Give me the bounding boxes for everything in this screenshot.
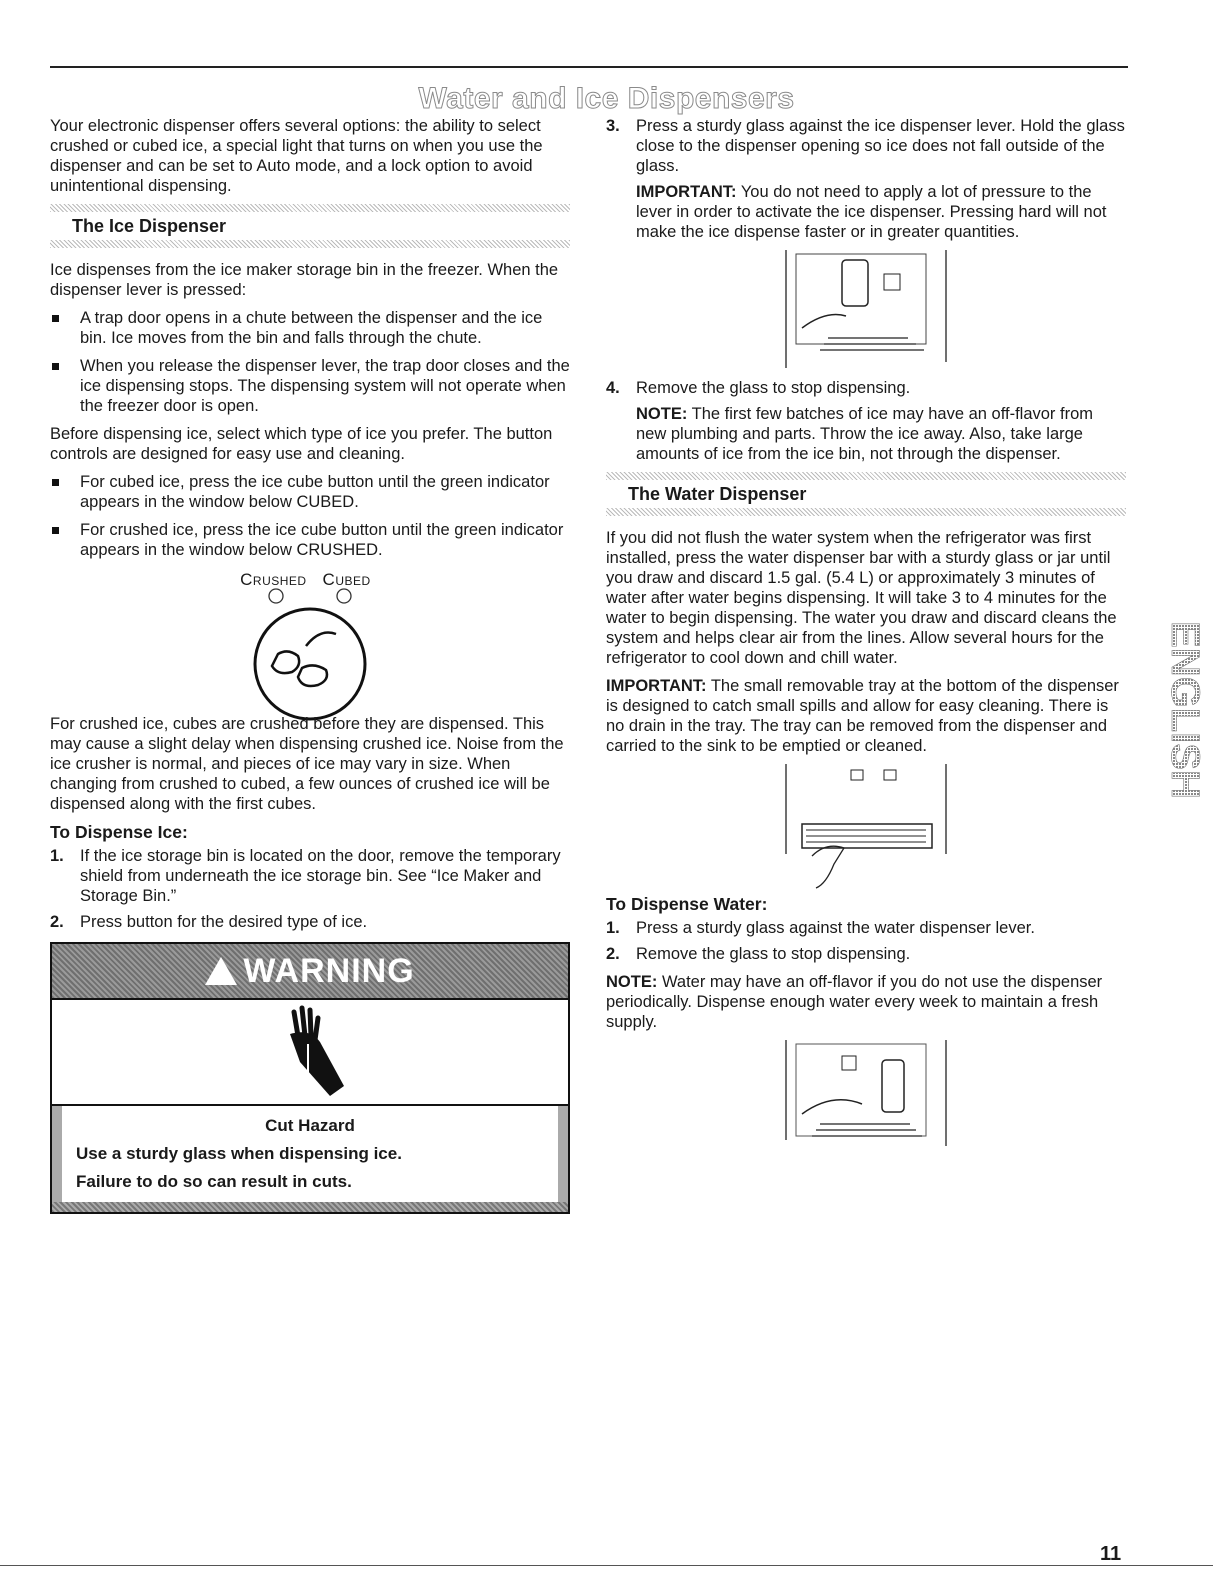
ice-dispenser-section-header xyxy=(50,204,570,248)
removable-tray-figure xyxy=(606,764,1126,890)
ice-cube-button-icon xyxy=(255,609,365,719)
warning-label: WARNING xyxy=(243,952,415,990)
water-flush-paragraph: If you did not flush the water system when the refrigerator was first installed, press the water dispenser bar with a sturdy glass or jar until you draw and discard 1.5 gal. (5.4 L) or approximately 3 minutes of water after water begins dispensing. It will take 3 to 4 minutes for the water to begin dispensing. The water you draw and discard cleans the system and helps clear air from the lines. Allow several hours for the refrigerator to cool down and chill water. xyxy=(606,529,1117,667)
list-item: When you release the dispenser lever, the trap door closes and the ice dispensing stops. The dispensing system will not operate when the freezer door is open. xyxy=(50,356,570,416)
warning-triangle-icon xyxy=(205,957,237,985)
list-item: 3. Press a sturdy glass against the ice dispenser lever. Hold the glass close to the dispenser opening so ice does not fall outside of the glass. xyxy=(606,117,1125,175)
list-item: 1. Press a sturdy glass against the water dispenser lever. xyxy=(606,919,1035,937)
warning-text xyxy=(52,1106,568,1202)
dispense-water-heading: To Dispense Water: xyxy=(606,894,768,914)
right-column xyxy=(606,116,1126,1158)
intro-paragraph: Your electronic dispenser offers several options: the ability to select crushed or cubed ice, a special light that turns on when you use the dispenser and can be set to Auto mode, and a lock option to avoid unintentional dispensing. xyxy=(50,117,543,195)
ice-type-bullets xyxy=(50,472,570,560)
hazard-title: Cut Hazard xyxy=(265,1116,355,1135)
glass-ice-dispenser-figure xyxy=(606,250,1126,370)
water-dispenser-heading: The Water Dispenser xyxy=(628,484,807,504)
ice-dispenser-paragraph: Ice dispenses from the ice maker storage bin in the freezer. When the dispenser lever is pressed: xyxy=(50,261,559,299)
ice-indicator-labels xyxy=(50,570,570,590)
dispense-ice-steps xyxy=(50,846,570,932)
warning-line-2: Failure to do so can result in cuts. xyxy=(76,1172,352,1191)
cubed-label: Cubed xyxy=(322,570,371,589)
crushed-label: Crushed xyxy=(240,570,307,589)
crushed-indicator-icon xyxy=(269,589,283,603)
note-water-flavor: NOTE: Water may have an off-flavor if you do not use the dispenser periodically. Dispense enough water every week to maintain a fresh supply. xyxy=(606,973,1103,1031)
left-column xyxy=(50,116,570,1214)
ice-bullets xyxy=(50,308,570,416)
page-number: 11 xyxy=(1100,1543,1122,1565)
dispense-ice-steps-end xyxy=(606,378,1126,398)
list-item: 1. If the ice storage bin is located on the door, remove the temporary shield from underneath the ice storage bin. See “Ice Maker and Storage Bin.” xyxy=(50,847,561,905)
svg-text:ENGLISH: ENGLISH xyxy=(1163,621,1207,799)
glass-water-dispenser-figure xyxy=(606,1040,1126,1158)
warning-banner xyxy=(52,944,568,998)
dispense-ice-steps-continued xyxy=(606,116,1126,176)
important-note-tray: IMPORTANT: The small removable tray at the bottom of the dispenser is designed to catch small spills and allow for easy cleaning. There is no drain in the tray. The tray can be removed from the dispenser and carried to the sink to be emptied or cleaned. xyxy=(606,677,1119,755)
dispense-water-steps xyxy=(606,918,1126,964)
english-side-tab xyxy=(1150,560,1207,860)
page-title: Water and Ice Dispensers xyxy=(418,82,795,115)
list-item: For crushed ice, press the ice cube button until the green indicator appears in the window below CRUSHED. xyxy=(50,520,570,560)
before-dispensing-paragraph: Before dispensing ice, select which type of ice you prefer. The button controls are designed for easy use and cleaning. xyxy=(50,425,553,463)
water-dispenser-section-header xyxy=(606,472,1126,516)
ice-dispenser-heading: The Ice Dispenser xyxy=(72,216,227,236)
bottom-rule xyxy=(0,1565,1213,1566)
ice-button-figure xyxy=(50,590,570,710)
important-note-ice: IMPORTANT: You do not need to apply a lot of pressure to the lever in order to activate the ice dispenser. Pressing hard will not make the ice dispense faster or in greater quantities. xyxy=(636,183,1107,241)
list-item: 2. Remove the glass to stop dispensing. xyxy=(606,945,911,963)
top-rule xyxy=(50,66,1128,68)
list-item: A trap door opens in a chute between the dispenser and the ice bin. Ice moves from the bin and falls through the chute. xyxy=(50,308,570,348)
cut-hand-icon xyxy=(270,1004,350,1100)
note-ice-flavor: NOTE: The first few batches of ice may have an off-flavor from new plumbing and parts. Throw the ice away. Also, take large amounts of ice from the ice bin, not through the dispenser. xyxy=(636,405,1094,463)
warning-line-1: Use a sturdy glass when dispensing ice. xyxy=(76,1144,402,1163)
language-tab-graphic xyxy=(1150,560,1207,860)
list-item: 4. Remove the glass to stop dispensing. xyxy=(606,379,911,397)
crushed-ice-paragraph: For crushed ice, cubes are crushed before they are dispensed. This may cause a slight delay when dispensing crushed ice. Noise from the ice crusher is normal, and pieces of ice may vary in size. When changing from crushed to cubed, a few ounces of crushed ice will be dispensed along with the first cubes. xyxy=(50,715,564,813)
dispense-ice-heading: To Dispense Ice: xyxy=(50,822,188,842)
cubed-indicator-icon xyxy=(337,589,351,603)
list-item: 2. Press button for the desired type of ice. xyxy=(50,913,368,931)
list-item: For cubed ice, press the ice cube button until the green indicator appears in the window below CUBED. xyxy=(50,472,570,512)
warning-box xyxy=(50,942,570,1214)
cut-hazard-symbol xyxy=(52,998,568,1106)
